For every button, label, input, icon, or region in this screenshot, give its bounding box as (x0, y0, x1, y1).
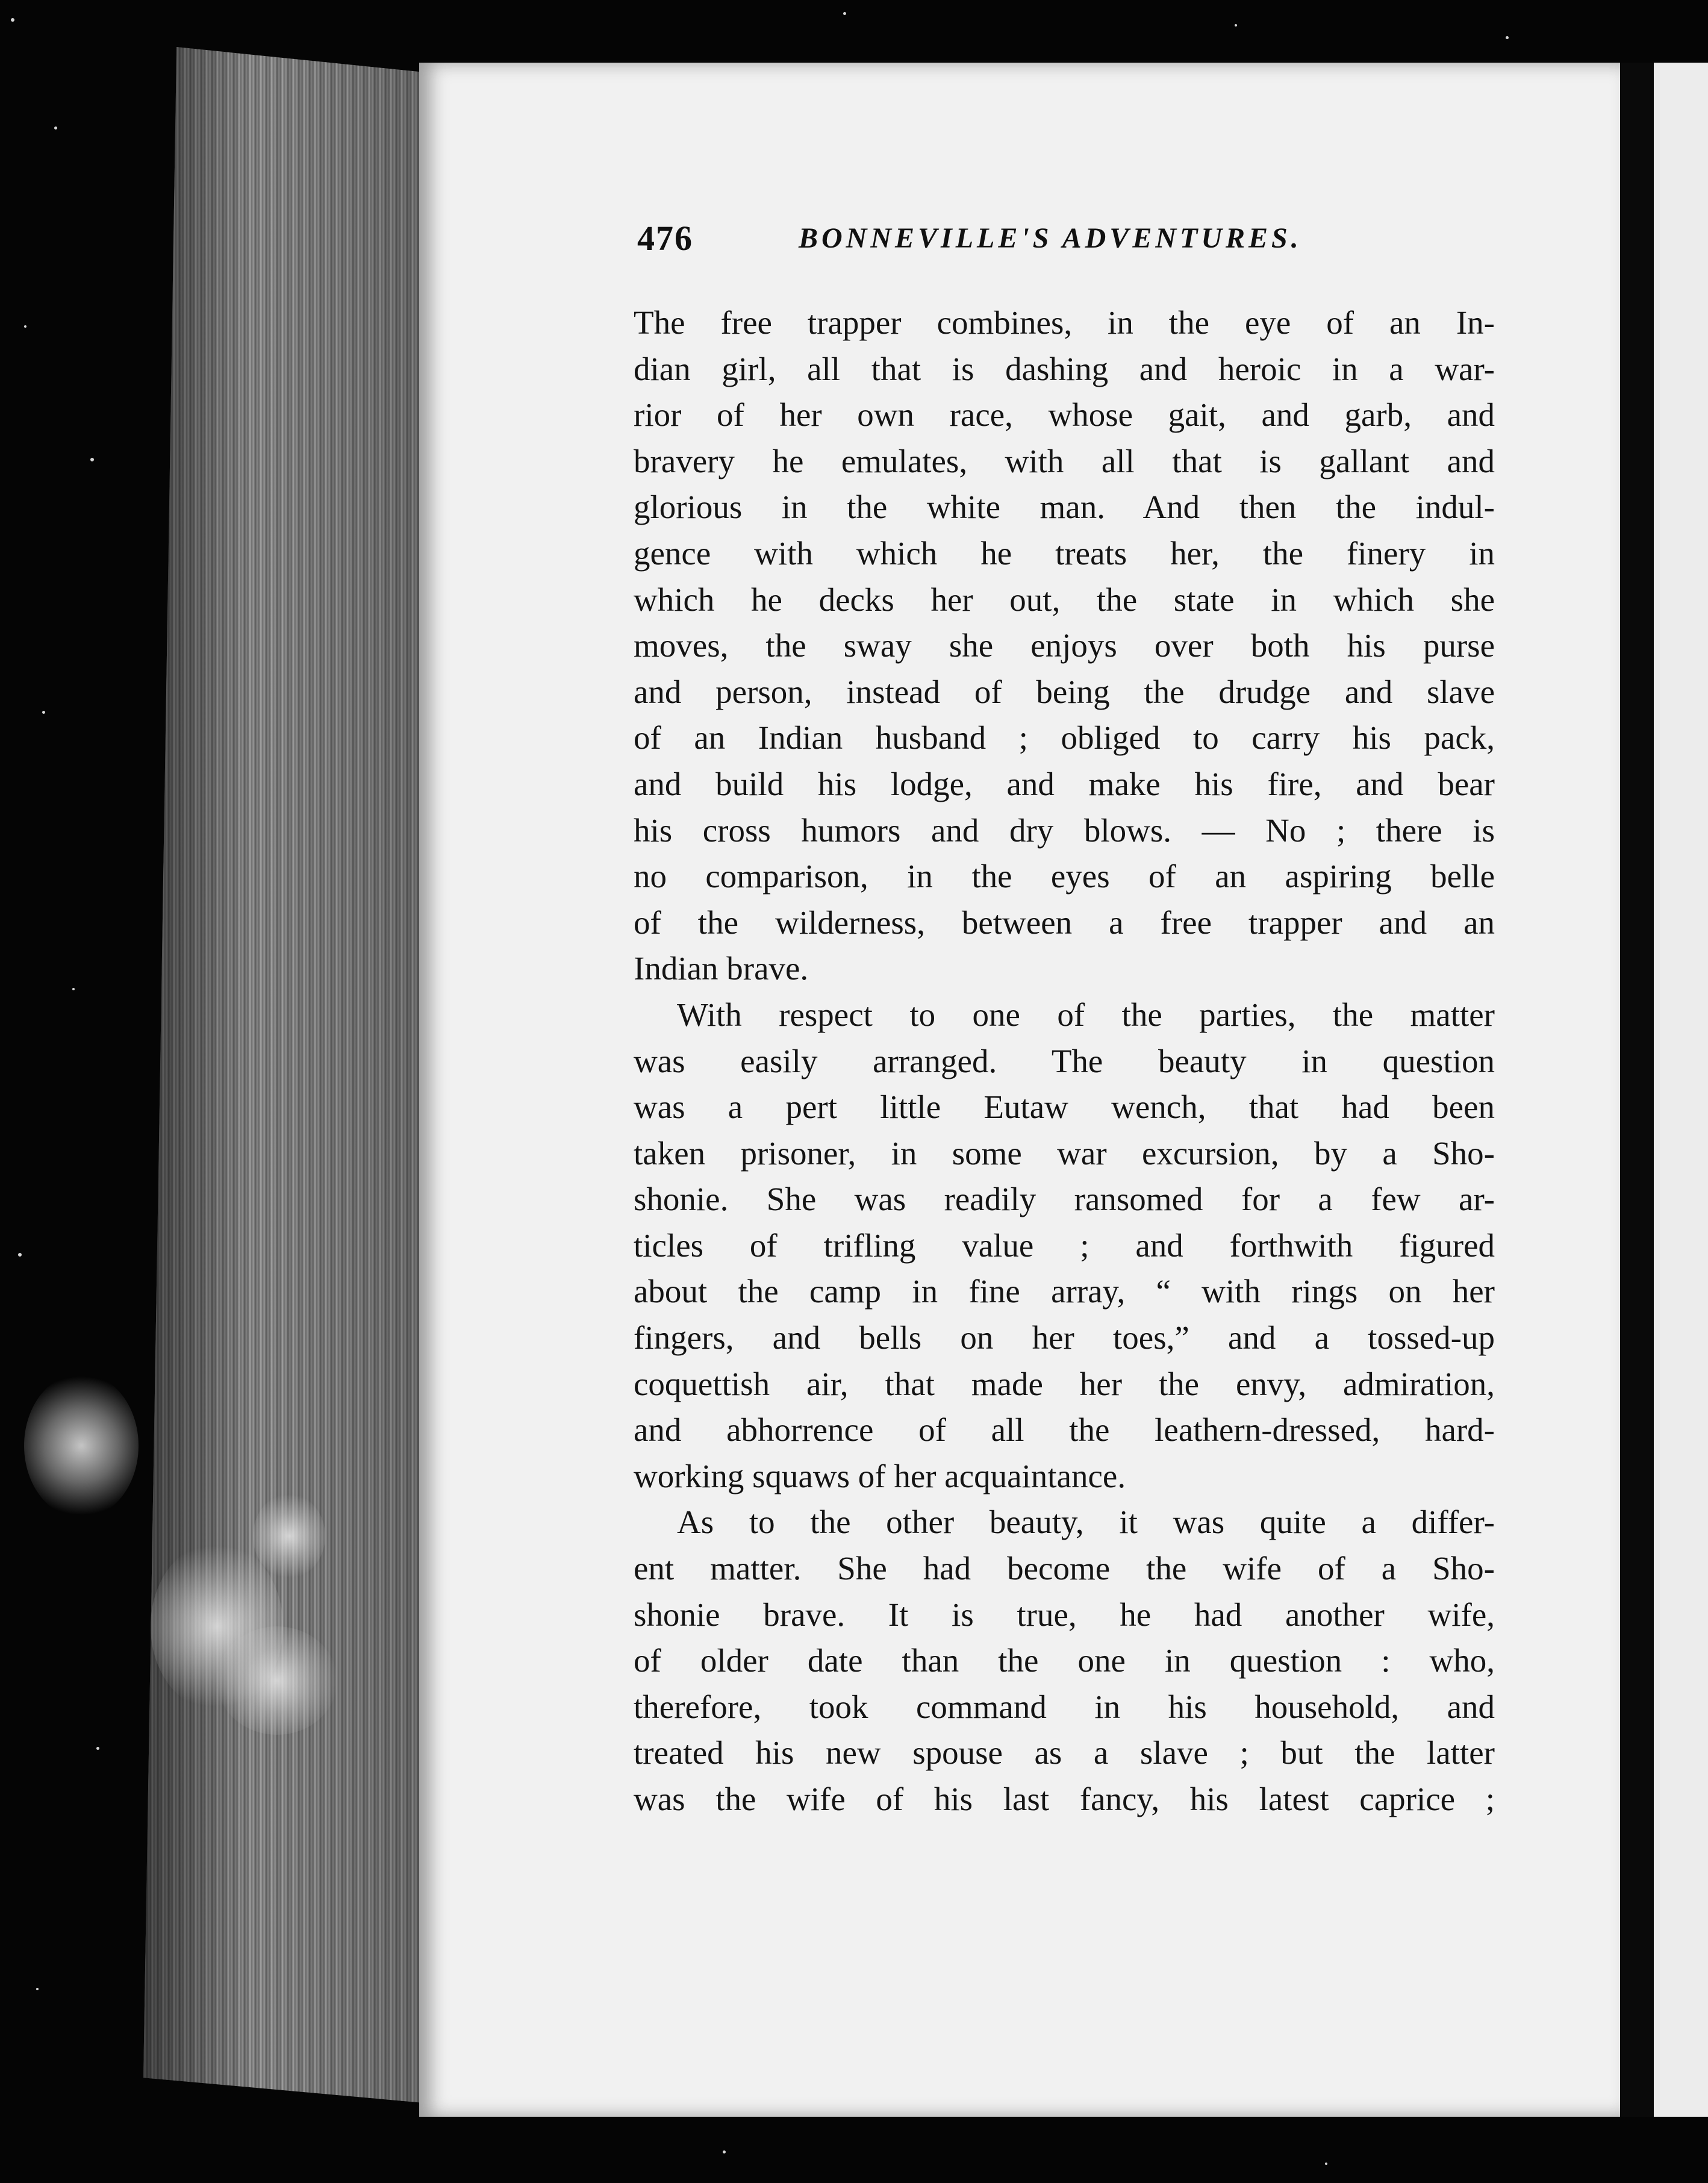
text-line: rior of her own race, whose gait, and garb, and (634, 396, 1495, 434)
text-line: bravery he emulates, with all that is gallant and (634, 442, 1495, 479)
page-gutter (1620, 63, 1654, 2117)
text-line: of an Indian husband ; obliged to carry his pack, (634, 719, 1495, 757)
page-number: 476 (637, 219, 693, 258)
dust-speck (72, 988, 75, 990)
text-line: was the wife of his last fancy, his latest caprice ; (634, 1781, 1495, 1817)
text-line: was easily arranged. The beauty in question (634, 1042, 1495, 1079)
dust-speck (42, 711, 45, 714)
text-line: treated his new spouse as a slave ; but the latter (634, 1734, 1495, 1772)
edge-stain (24, 1373, 139, 1518)
body-text (634, 300, 1495, 1823)
dust-speck (24, 325, 26, 328)
text-line: therefore, took command in his household, and (634, 1688, 1495, 1725)
text-line: glorious in the white man. And then the indul- (634, 489, 1495, 526)
text-line: about the camp in fine array, “ with rings on her (634, 1273, 1495, 1310)
dust-speck (1506, 36, 1509, 39)
text-line: dian girl, all that is dashing and heroic in a war- (634, 350, 1495, 387)
dust-speck (1235, 24, 1237, 27)
dust-speck (54, 126, 57, 130)
text-line: of older date than the one in question : who, (634, 1642, 1495, 1679)
text-line: no comparison, in the eyes of an aspiring belle (634, 858, 1495, 895)
text-line: and person, instead of being the drudge and slave (634, 673, 1495, 710)
dust-speck (18, 1253, 22, 1257)
text-line: fingers, and bells on her toes,” and a tossed-up (634, 1319, 1495, 1357)
text-line: was a pert little Eutaw wench, that had been (634, 1088, 1495, 1126)
dust-speck (723, 2150, 726, 2153)
text-line: moves, the sway she enjoys over both his purse (634, 627, 1495, 664)
dust-speck (11, 18, 14, 22)
edge-stain (217, 1626, 337, 1735)
text-line: of the wilderness, between a free trapper and an (634, 904, 1495, 941)
text-line: taken prisoner, in some war excursion, by a Sho- (634, 1134, 1495, 1172)
text-line: coquettish air, that made her the envy, admiration, (634, 1365, 1495, 1402)
text-line: Indian brave. (634, 950, 809, 987)
text-line: gence with which he treats her, the finery in (634, 534, 1495, 572)
text-line: his cross humors and dry blows. — No ; there is (634, 811, 1495, 849)
text-line: which he decks her out, the state in which she (634, 581, 1495, 618)
dust-speck (843, 12, 846, 15)
running-head: BONNEVILLE'S ADVENTURES. (799, 222, 1302, 254)
text-line: The free trapper combines, in the eye of an In- (634, 304, 1495, 341)
facing-page-edge (1654, 63, 1708, 2117)
text-line: As to the other beauty, it was quite a differ- (677, 1504, 1495, 1541)
text-line: ticles of trifling value ; and forthwith figured (634, 1226, 1495, 1264)
text-line: and build his lodge, and make his fire, and bear (634, 765, 1495, 802)
edge-stain (253, 1494, 325, 1578)
text-line: ent matter. She had become the wife of a Sho- (634, 1550, 1495, 1587)
text-line: With respect to one of the parties, the matter (677, 996, 1495, 1033)
text-line: and abhorrence of all the leathern-dressed, hard- (634, 1411, 1495, 1449)
dust-speck (96, 1747, 99, 1750)
text-line: working squaws of her acquaintance. (634, 1457, 1126, 1494)
page-edge-shadow (143, 47, 420, 2119)
text-line: shonie brave. It is true, he had another wife, (634, 1596, 1495, 1633)
text-line: shonie. She was readily ransomed for a few ar- (634, 1181, 1495, 1218)
dust-speck (1325, 2163, 1327, 2165)
dust-speck (36, 1988, 39, 1990)
dust-speck (90, 458, 94, 461)
page-header (637, 218, 1480, 266)
